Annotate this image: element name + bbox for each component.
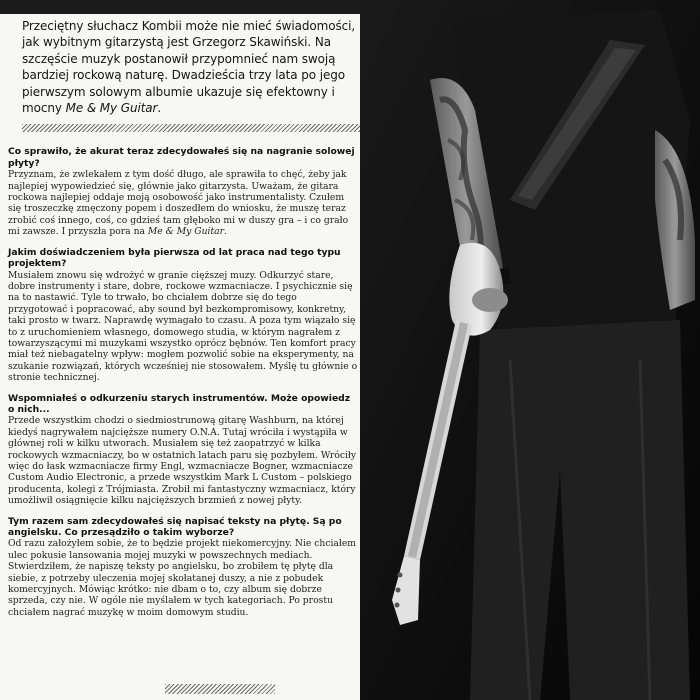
answer-end: . bbox=[224, 226, 227, 238]
hatch-divider bbox=[22, 124, 362, 132]
lead-album-title: Me & My Guitar bbox=[65, 101, 158, 116]
guitarist-illustration bbox=[360, 0, 700, 700]
question: Jakim doświadczeniem była pierwsza od lat praca nad tego typu projektem? bbox=[8, 246, 341, 270]
question: Wspomniałeś o odkurzeniu starych instrumentów. Może opowiedz o nich... bbox=[8, 392, 351, 415]
question: Co sprawiło, że akurat teraz zdecydowałeś się na nagranie solowej płyty? bbox=[8, 146, 355, 169]
interview-section-1 bbox=[8, 146, 358, 237]
answer: Od razu założyłem sobie, że to będzie projekt niekomercyjny. Nie chciałem ulec pokusie lansowania mojej muzyki w powszechnych mediach. Stwierdziłem, że napiszę teksty po angielsku, bo zrobiłem tę płytę dla siebie, z potrzeby uleczenia mojej skołatanej duszy, a nie z pobudek komercyjnych. Mówiąc krótko: nie dbam o to, czy album się dobrze sprzeda, czy nie. W ogóle nie myślałem w tych kategoriach. Po prostu chciałem nagrać muzykę w moim domowym studiu. bbox=[8, 538, 357, 618]
lead-end: . bbox=[157, 101, 162, 116]
top-bar bbox=[0, 0, 380, 14]
bottom-hatch-divider bbox=[165, 684, 275, 694]
question: Tym razem sam zdecydowałeś się napisać teksty na płytę. Są po angielsku. Co przesądziło o takim wyborze? bbox=[8, 515, 342, 539]
guitarist-photo bbox=[360, 0, 700, 700]
interview-section-2 bbox=[8, 247, 358, 384]
article-column bbox=[8, 18, 358, 627]
answer-text: Przyznam, że zwlekałem z tym dość długo, ale sprawiła to chęć, żeby jak najlepiej wypowiedzieć się, głównie jako gitarzysta. Uważam, że gitara rockowa najlepiej oddaje moją osobowość jako instrumentalisty. Czułem się troszeczkę zmęczony popem i doszedłem do wniosku, że muszę teraz zrobić coś innego, coś, co gdzieś tam głęboko mi w duszy gra – i co grało mi zawsze. I przyszła pora na bbox=[8, 169, 349, 238]
answer: Przede wszystkim chodzi o siedmiostrunową gitarę Washburn, na której kiedyś nagrywałem najcięższe numery O.N.A. Tutaj wróciła i wystąpiła w głównej roli w kilku utworach. Musiałem się też zaopatrzyć w kilka rockowych wzmacniaczy, bo w ostatnich latach paru się pozbyłem. Wróciły więc do łask wzmacniacze firmy Engl, wzmacniacze Bogner, wzmacniacze Custom Audio Electronic, a przede wszystkim Mark L Custom – polskiego producenta, kolegi z Trójmiasta. Zrobił mi fantastyczny wzmacniacz, który umożliwił osiągnięcie kilku najcięższych brzmień z nowej płyty. bbox=[8, 415, 357, 507]
lead-text: Przeciętny słuchacz Kombii może nie mieć świadomości, jak wybitnym gitarzystą jest Grzegorz Skawiński. Na szczęście muzyk postanowił przypomnieć nam swoją bardziej rockową naturę. Dwadzieścia trzy lata po jego pierwszym solowym albumie ukazuje się efektowny i mocny bbox=[22, 19, 356, 116]
interview-section-4 bbox=[8, 516, 358, 619]
answer bbox=[8, 169, 358, 237]
answer-album-title: Me & My Guitar bbox=[147, 226, 225, 238]
lead-paragraph bbox=[22, 18, 358, 116]
interview-section-3 bbox=[8, 393, 358, 507]
answer: Musiałem znowu się wdrożyć w granie cięższej muzy. Odkurzyć stare, dobre instrumenty i stare, dobre, rockowe wzmacniacze. I psychicznie się na to nastawić. Tyle to trwało, bo chciałem dobrze się do tego przygotować i popracować, aby sound był bezkompromisowy, konkretny, taki prosto w twarz. Naprawdę wymagało to czasu. A poza tym wiązało się to z uruchomieniem własnego, domowego studia, w którym nagrałem z towarzyszącymi mi muzykami wszystko oprócz bębnów. Ten komfort pracy miał też niebagatelny wpływ: mogłem pozwolić sobie na eksperymenty, na szukanie rozwiązań, których wcześniej nie stosowałem. Myślę tu głównie o stronie technicznej. bbox=[8, 269, 358, 384]
